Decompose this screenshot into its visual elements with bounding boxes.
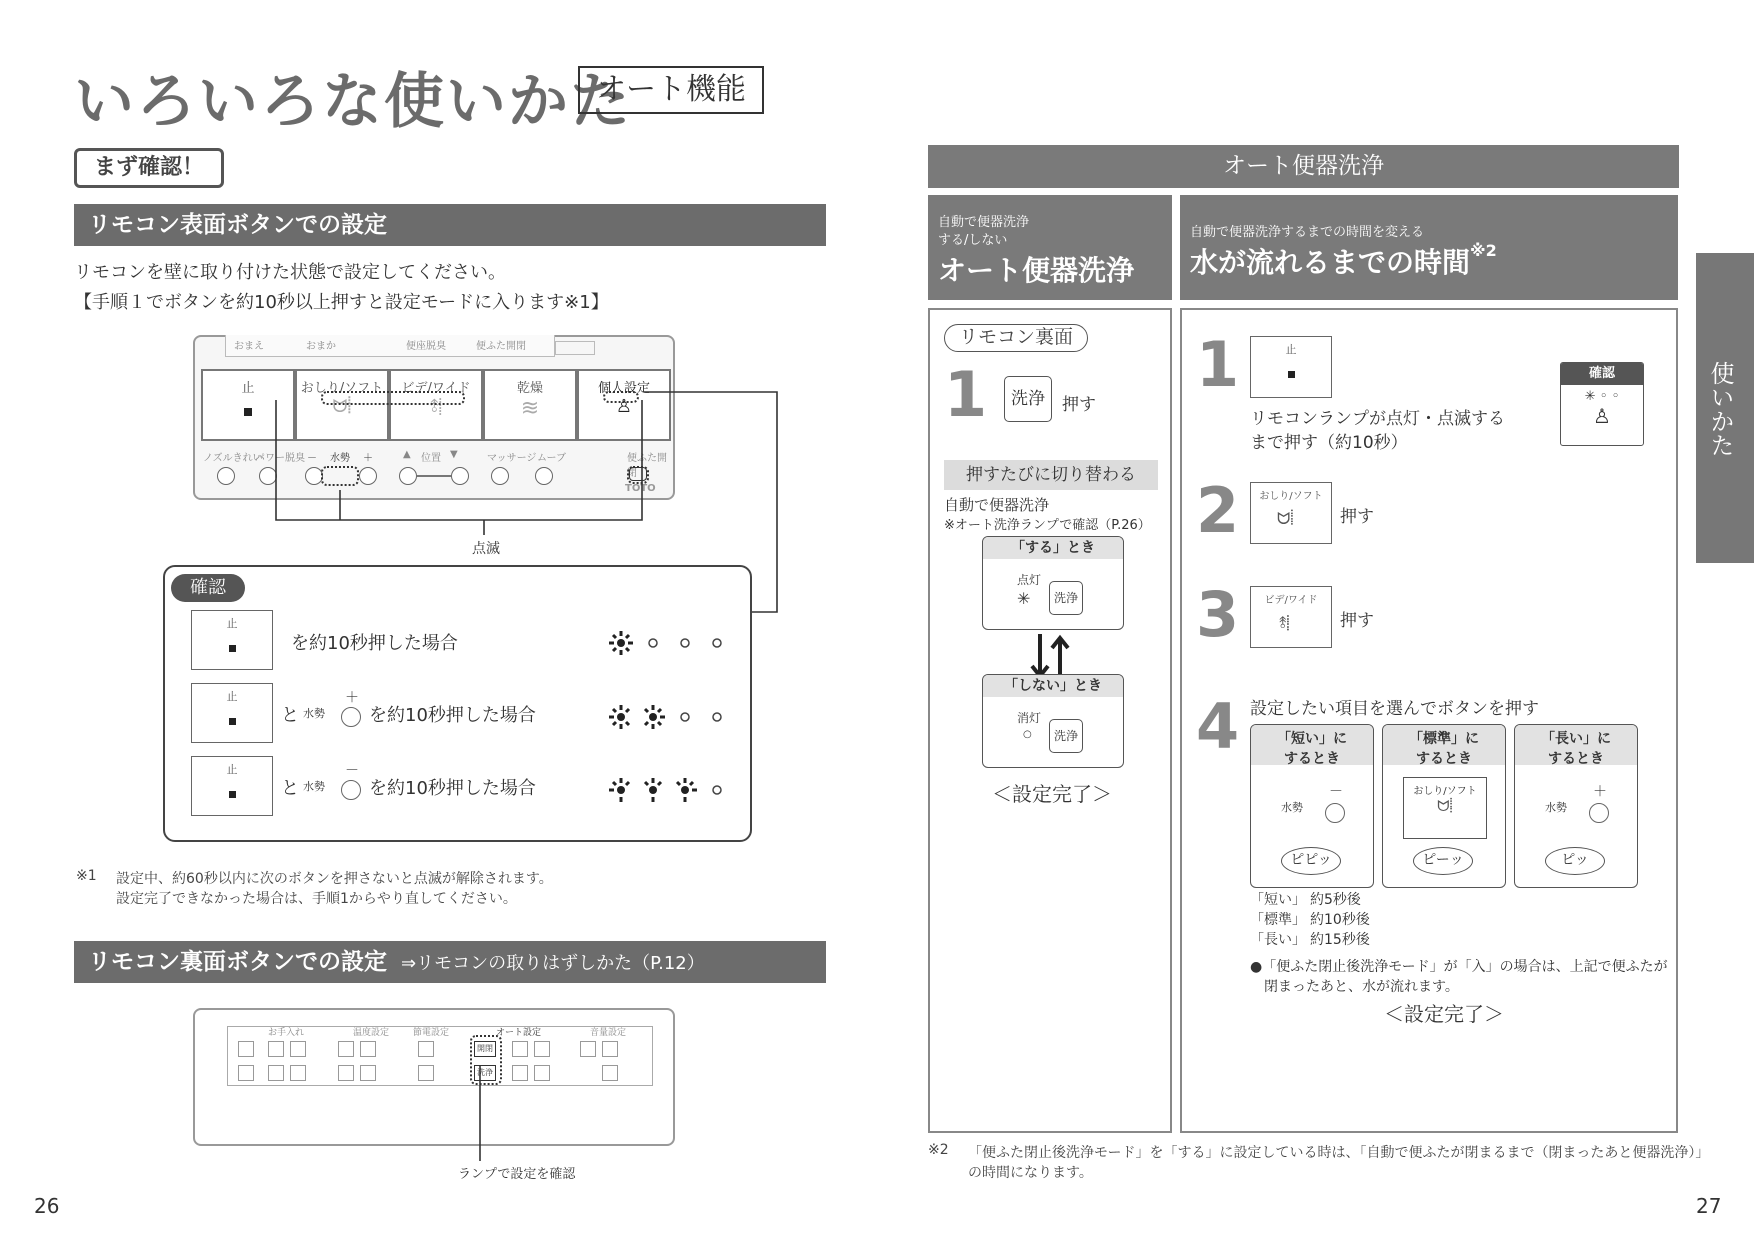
remote-bottom-label: パワー脱臭 <box>255 453 305 464</box>
confirm-panel <box>163 565 752 842</box>
option-short-sign: － <box>1329 784 1343 800</box>
row3-lamps <box>605 776 735 808</box>
remote-bottom-label: ＋ <box>363 453 373 464</box>
col2-title: 水が流れるまでの時間 <box>1190 246 1471 279</box>
row2-sign: ＋ <box>345 690 359 706</box>
toggle-band: 押すたびに切り替わる <box>944 460 1158 490</box>
section-front-heading: リモコン表面ボタンでの設定 <box>74 204 826 246</box>
remote-top-label: おまか <box>306 341 336 352</box>
option-short-sound: ピピッ <box>1281 847 1341 875</box>
col2-body <box>1180 308 1678 1133</box>
lamp-label: ランプで設定を確認 <box>458 1167 576 1182</box>
col1-small2: する/しない <box>938 233 1008 248</box>
back-button <box>418 1041 434 1057</box>
back-button <box>290 1065 306 1081</box>
group-label: オート設定 <box>496 1028 542 1038</box>
remote-bottom-label: ムーブ <box>537 453 566 464</box>
state-off-head: 「しない」とき <box>983 675 1123 697</box>
back-button <box>534 1041 550 1057</box>
person-icon: ♙ <box>1593 404 1611 428</box>
back-button <box>534 1065 550 1081</box>
back-button <box>360 1065 376 1081</box>
stop-label: 止 <box>1285 343 1297 356</box>
back-button <box>268 1065 284 1081</box>
lamp-blink-icon: ✳ ◦ ◦ <box>1584 389 1620 404</box>
option-short-head1: 「短い」に <box>1277 731 1347 747</box>
remote-bottom-label: ▲ <box>403 449 411 460</box>
time-value: 約15秒後 <box>1310 932 1370 948</box>
flush-button-icon: 洗浄 <box>1004 376 1052 422</box>
bidet-wide-label: ビデ/ワイド <box>401 381 471 396</box>
section-back-title: リモコン裏面ボタンでの設定 <box>88 949 387 975</box>
col1-small1: 自動で便器洗浄 <box>938 215 1030 230</box>
stop-label: 止 <box>226 617 238 630</box>
bidet-wide-button-icon <box>1250 586 1332 648</box>
row3-sign: － <box>345 763 359 779</box>
row3-and: と <box>281 778 299 799</box>
auto-flush-button: 洗浄 <box>474 1065 496 1081</box>
time-row <box>1250 930 1370 950</box>
bidet-icon: ⥉⸽ <box>430 396 442 417</box>
auto-lid-button: 開閉 <box>474 1041 496 1057</box>
blink-label: 点滅 <box>472 541 500 557</box>
bidet-wide-label: ビデ/ワイド <box>1264 595 1318 606</box>
back-button <box>338 1041 354 1057</box>
water-plus-button-icon <box>1589 803 1609 823</box>
option-long-head <box>1515 725 1637 765</box>
remote-bottom-label: マッサージ <box>487 453 537 464</box>
title-tag: オート機能 <box>578 66 764 114</box>
back-button <box>238 1065 254 1081</box>
remote-top-label: 便座脱臭 <box>406 341 446 352</box>
col1-step1-text: 押す <box>1062 395 1096 415</box>
state-on-lamp: 点灯 <box>1017 573 1042 587</box>
stop-button-icon <box>1250 336 1332 398</box>
row2-water: 水勢 <box>303 707 325 720</box>
back-button-panel <box>227 1026 653 1086</box>
remote-display <box>555 341 595 355</box>
col2-title-wrap <box>1190 241 1497 281</box>
auto-note: ※オート洗浄ランプで確認（P.26） <box>944 518 1151 533</box>
row2-text: を約10秒押した場合 <box>369 705 536 726</box>
stop-label: 止 <box>226 763 238 776</box>
oshiri-soft-label: おしり/ソフト <box>1259 491 1323 502</box>
remote-bottom-label: ノズルきれい <box>203 453 263 464</box>
page-number-left: 26 <box>34 1194 60 1218</box>
dry-wave-icon: ≋ <box>520 396 540 421</box>
back-button <box>580 1041 596 1057</box>
oshiri-soft-button-icon <box>1250 482 1332 544</box>
group-label: 温度設定 <box>353 1028 390 1038</box>
option-standard-sound: ピーッ <box>1413 847 1473 875</box>
col1-done: ＜設定完了＞ <box>992 782 1112 806</box>
col1-header <box>928 195 1172 300</box>
instruction-line-1: リモコンを壁に取り付けた状態で設定してください。 <box>74 262 506 283</box>
personal-setting-label: 個人設定 <box>597 381 650 396</box>
back-button <box>602 1065 618 1081</box>
bullet-line2: 閉まったあと、水が流れます。 <box>1264 979 1459 995</box>
remote-bottom-label: 水勢 <box>330 453 350 464</box>
footnote1-line1: 設定中、約60秒以内に次のボタンを押さないと点滅が解除されます。 <box>116 871 553 887</box>
option-long-sound: ピッ <box>1545 847 1605 875</box>
remote-top-label: 便ふた開閉 <box>476 341 526 352</box>
group-label: 音量設定 <box>590 1028 627 1038</box>
state-off-lamp: 消灯 <box>1017 711 1042 725</box>
option-short-head2: するとき <box>1284 751 1340 767</box>
oshiri-icon: ᗢ⸽ <box>1277 509 1294 528</box>
time-list <box>1250 890 1370 950</box>
back-button <box>418 1065 434 1081</box>
lamp-connector <box>470 1066 490 1166</box>
remote-bottom-label: 便ふた開閉 <box>627 453 667 479</box>
col2-small: 自動で便器洗浄するまでの時間を変える <box>1190 225 1425 240</box>
person-icon: ♙ <box>615 396 633 417</box>
row2-and: と <box>281 705 299 726</box>
water-plus-button-icon <box>341 707 361 727</box>
option-long-head1: 「長い」に <box>1541 731 1611 747</box>
option-standard-head1: 「標準」に <box>1409 731 1479 747</box>
back-button <box>602 1041 618 1057</box>
col1-step1-number: 1 <box>944 358 988 431</box>
col2-step2-number: 2 <box>1196 474 1240 547</box>
oshiri-soft-button-icon <box>1403 777 1487 839</box>
back-button <box>268 1041 284 1057</box>
back-remote-badge: リモコン裏面 <box>944 324 1088 352</box>
footnote1-line2: 設定完了できなかった場合は、手順1からやり直してください。 <box>116 891 517 907</box>
back-button <box>238 1041 254 1057</box>
stop-label: 止 <box>226 690 238 703</box>
state-off-card <box>982 674 1124 768</box>
col2-step1-text1: リモコンランプが点灯・点滅する <box>1250 409 1505 429</box>
instruction-line-2: 【手順１でボタンを約10秒以上押すと設定モードに入ります※1】 <box>74 292 609 313</box>
water-minus-button-icon <box>341 780 361 800</box>
col1-title: オート便器洗浄 <box>938 254 1135 287</box>
group-label: お手入れ <box>268 1028 305 1038</box>
remote-bottom-label: 位置 <box>421 453 441 464</box>
time-row <box>1250 890 1370 910</box>
time-value: 約5秒後 <box>1310 892 1361 908</box>
back-button <box>338 1065 354 1081</box>
stop-button-icon <box>191 610 273 670</box>
remote-top-label: おまえ <box>234 341 264 352</box>
time-label: 「短い」 <box>1250 892 1306 908</box>
auto-text: 自動で便器洗浄 <box>944 496 1050 514</box>
water-minus-button-icon <box>1325 803 1345 823</box>
footnote2-mark: ※2 <box>928 1142 949 1158</box>
auto-flush-header: オート便器洗浄 <box>928 145 1679 188</box>
page-number-right: 27 <box>1696 1194 1722 1218</box>
time-row <box>1250 910 1370 930</box>
page-title: いろいろな使いかた <box>74 67 632 137</box>
option-standard-card <box>1382 724 1506 888</box>
col1-body <box>928 308 1172 1133</box>
oshiri-soft-label: おしり/ソフト <box>1413 786 1477 797</box>
dry-label: 乾燥 <box>516 381 543 396</box>
col2-step3-number: 3 <box>1196 578 1240 651</box>
col2-header <box>1180 195 1678 300</box>
back-button <box>290 1041 306 1057</box>
back-button <box>512 1065 528 1081</box>
stop-button-icon <box>191 756 273 816</box>
option-short-card <box>1250 724 1374 888</box>
group-label: 節電設定 <box>413 1028 450 1038</box>
row1-lamps <box>605 629 735 661</box>
state-on-card <box>982 536 1124 630</box>
flush-button-icon: 洗浄 <box>1049 719 1083 753</box>
col2-step3-text: 押す <box>1340 611 1374 631</box>
option-long-sign: ＋ <box>1593 784 1607 800</box>
state-on-head: 「する」とき <box>983 537 1123 559</box>
remote-back-illustration <box>193 1008 675 1146</box>
back-button <box>512 1041 528 1057</box>
time-label: 「標準」 <box>1250 912 1306 928</box>
col2-step1-number: 1 <box>1196 328 1240 401</box>
bidet-icon: ⥉⸽ <box>1279 613 1290 632</box>
lamp-off-icon: ○ <box>1023 729 1032 740</box>
col2-title-note: ※2 <box>1470 241 1497 260</box>
option-short-water: 水勢 <box>1281 801 1303 814</box>
remote-bottom-label: ▼ <box>450 449 458 460</box>
row3-water: 水勢 <box>303 780 325 793</box>
oshiri-icon: ᗢ⸽ <box>1437 797 1453 815</box>
oshiri-icon: ᗢ⸽ <box>332 396 352 417</box>
section-back-heading <box>74 941 826 983</box>
check-first-label: まず確認！ <box>74 148 224 188</box>
col2-step1-text2: まで押す（約10秒） <box>1250 433 1408 453</box>
oshiri-soft-label: おしり/ソフト <box>300 381 384 396</box>
confirm-card <box>1560 362 1644 446</box>
option-long-water: 水勢 <box>1545 801 1567 814</box>
time-value: 約10秒後 <box>1310 912 1370 928</box>
row1-text: を約10秒押した場合 <box>291 633 458 654</box>
remote-bottom-label: － <box>307 453 317 464</box>
option-long-card <box>1514 724 1638 888</box>
stop-button-icon <box>191 683 273 743</box>
col2-step4-number: 4 <box>1196 690 1240 763</box>
side-tab: 使いかた <box>1696 253 1754 563</box>
section-back-sub: ⇒リモコンの取りはずしかた（P.12） <box>401 953 705 974</box>
confirm-pill: 確認 <box>171 574 245 602</box>
option-long-head2: するとき <box>1548 751 1604 767</box>
time-label: 「長い」 <box>1250 932 1306 948</box>
footnote1-mark: ※1 <box>76 868 97 884</box>
footnote2-line1: 「便ふた閉止後洗浄モード」を「する」に設定している時は、「自動で便ふたが閉まるまで（閉まったあと便器洗浄）」 <box>968 1145 1710 1161</box>
row2-lamps <box>605 703 735 735</box>
row3-text: を約10秒押した場合 <box>369 778 536 799</box>
option-short-head <box>1251 725 1373 765</box>
remote-top-buttons <box>225 335 555 357</box>
back-button <box>360 1041 376 1057</box>
flush-button-icon: 洗浄 <box>1049 581 1083 615</box>
footnote2-line2: の時間になります。 <box>968 1165 1093 1181</box>
col2-step2-text: 押す <box>1340 507 1374 527</box>
confirm-card-label: 確認 <box>1561 363 1643 385</box>
bullet-line1: ●「便ふた閉止後洗浄モード」が「入」の場合は、上記で便ふたが <box>1250 959 1668 975</box>
col2-done: ＜設定完了＞ <box>1384 1002 1504 1026</box>
option-standard-head <box>1383 725 1505 765</box>
brand-logo: TOTO <box>625 483 656 494</box>
lamp-on-icon: ✳ <box>1017 589 1031 608</box>
col2-step4-text: 設定したい項目を選んでボタンを押す <box>1250 699 1539 719</box>
stop-label: 止 <box>241 381 255 396</box>
option-standard-head2: するとき <box>1416 751 1472 767</box>
